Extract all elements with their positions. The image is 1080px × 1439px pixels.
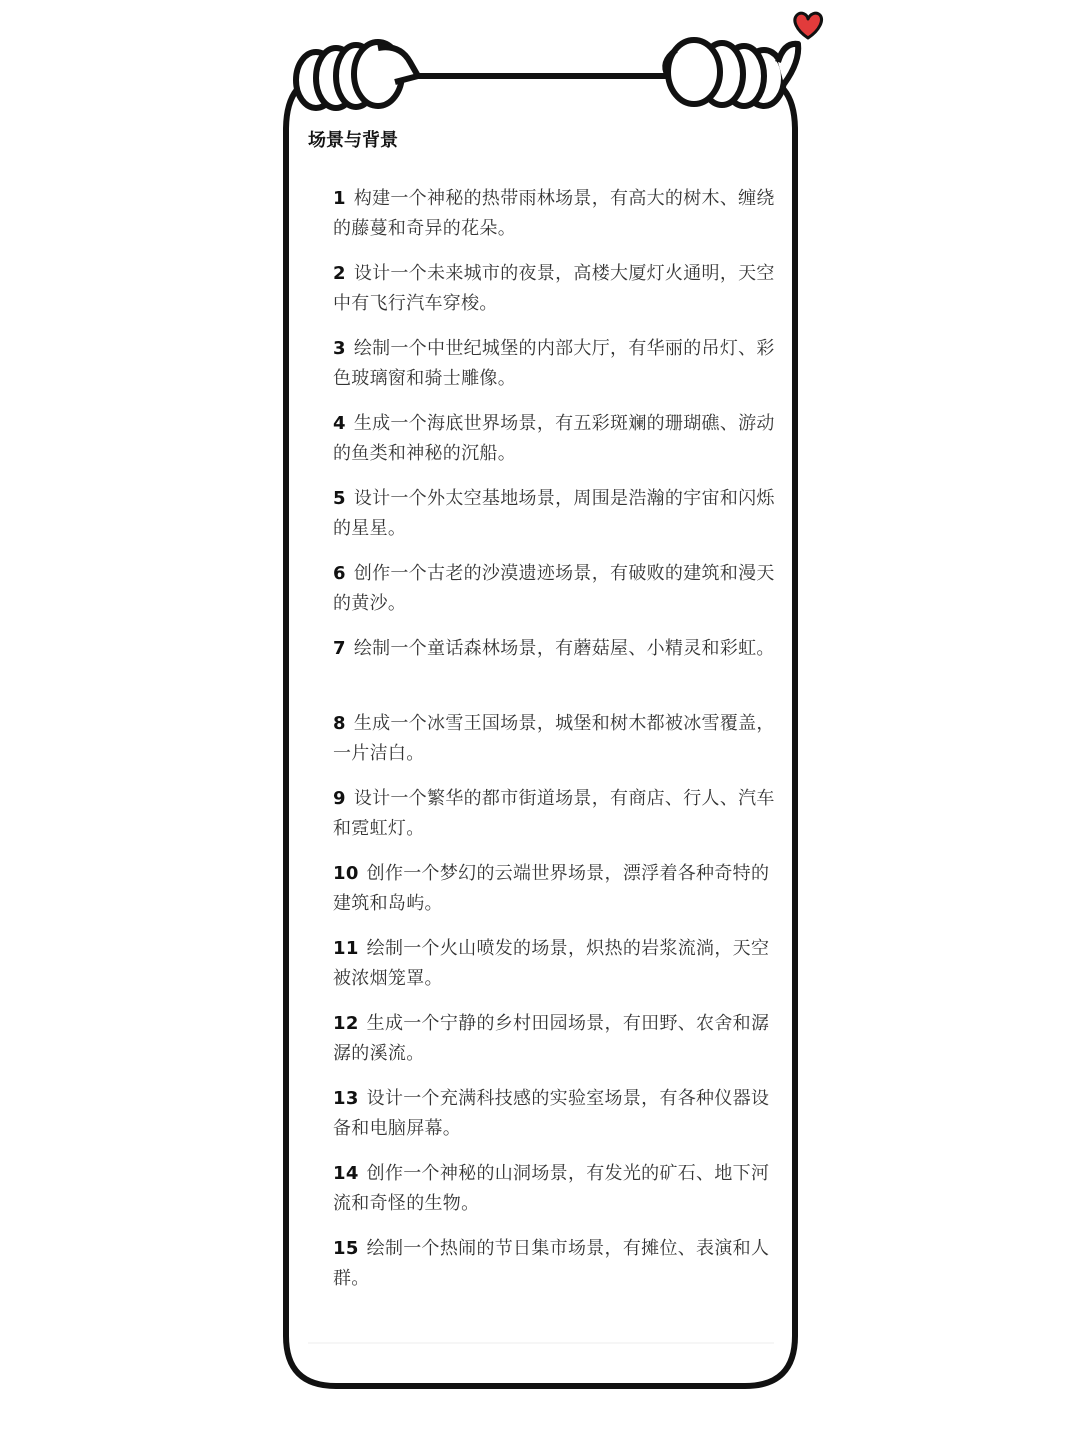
list-item (333, 859, 778, 919)
item-text: 绘制一个童话森林场景，有蘑菇屋、小精灵和彩虹。 (353, 638, 775, 659)
list-item (333, 634, 778, 694)
list-item (333, 184, 778, 244)
list-item (333, 934, 778, 994)
item-number: 9 (333, 788, 346, 809)
item-number: 1 (333, 188, 346, 209)
list-item (333, 1159, 778, 1219)
heart-icon (795, 13, 822, 38)
item-text: 设计一个外太空基地场景，周围是浩瀚的宇宙和闪烁的星星。 (333, 488, 775, 539)
section-title: 场景与背景 (308, 130, 398, 151)
item-number: 11 (333, 938, 359, 959)
item-number: 3 (333, 338, 346, 359)
item-text: 构建一个神秘的热带雨林场景，有高大的树木、缠绕的藤蔓和奇异的花朵。 (333, 188, 775, 239)
content-area (308, 128, 778, 1309)
list-item (333, 784, 778, 844)
item-text: 生成一个海底世界场景，有五彩斑斓的珊瑚礁、游动的鱼类和神秘的沉船。 (333, 413, 775, 464)
item-number: 5 (333, 488, 346, 509)
item-number: 13 (333, 1088, 359, 1109)
list-item (333, 484, 778, 544)
item-text: 设计一个充满科技感的实验室场景，有各种仪器设备和电脑屏幕。 (333, 1088, 770, 1139)
item-text: 创作一个古老的沙漠遗迹场景，有破败的建筑和漫天的黄沙。 (333, 563, 775, 614)
list-item (333, 559, 778, 619)
item-text: 创作一个神秘的山洞场景，有发光的矿石、地下河流和奇怪的生物。 (333, 1163, 770, 1214)
item-text: 生成一个宁静的乡村田园场景，有田野、农舍和潺潺的溪流。 (333, 1013, 770, 1064)
item-number: 6 (333, 563, 346, 584)
item-number: 8 (333, 713, 346, 734)
item-number: 15 (333, 1238, 359, 1259)
item-text: 绘制一个中世纪城堡的内部大厅，有华丽的吊灯、彩色玻璃窗和骑士雕像。 (333, 338, 775, 389)
right-hand-icon (665, 40, 798, 106)
list-item (333, 1084, 778, 1144)
list-item (333, 1234, 778, 1294)
item-text: 创作一个梦幻的云端世界场景，漂浮着各种奇特的建筑和岛屿。 (333, 863, 770, 914)
list-item (333, 409, 778, 469)
item-number: 7 (333, 638, 346, 659)
item-number: 4 (333, 413, 346, 434)
item-text: 绘制一个火山喷发的场景，炽热的岩浆流淌，天空被浓烟笼罩。 (333, 938, 770, 989)
list-item (333, 709, 778, 769)
list-item (333, 259, 778, 319)
scene-prompt-list (308, 184, 778, 1294)
list-item (333, 334, 778, 394)
item-number: 14 (333, 1163, 359, 1184)
item-text: 设计一个未来城市的夜景，高楼大厦灯火通明，天空中有飞行汽车穿梭。 (333, 263, 775, 314)
item-text: 生成一个冰雪王国场景，城堡和树木都被冰雪覆盖，一片洁白。 (333, 713, 775, 764)
item-number: 2 (333, 263, 346, 284)
list-item (333, 1009, 778, 1069)
item-number: 10 (333, 863, 359, 884)
item-text: 设计一个繁华的都市街道场景，有商店、行人、汽车和霓虹灯。 (333, 788, 775, 839)
item-text: 绘制一个热闹的节日集市场景，有摊位、表演和人群。 (333, 1238, 770, 1289)
item-number: 12 (333, 1013, 359, 1034)
